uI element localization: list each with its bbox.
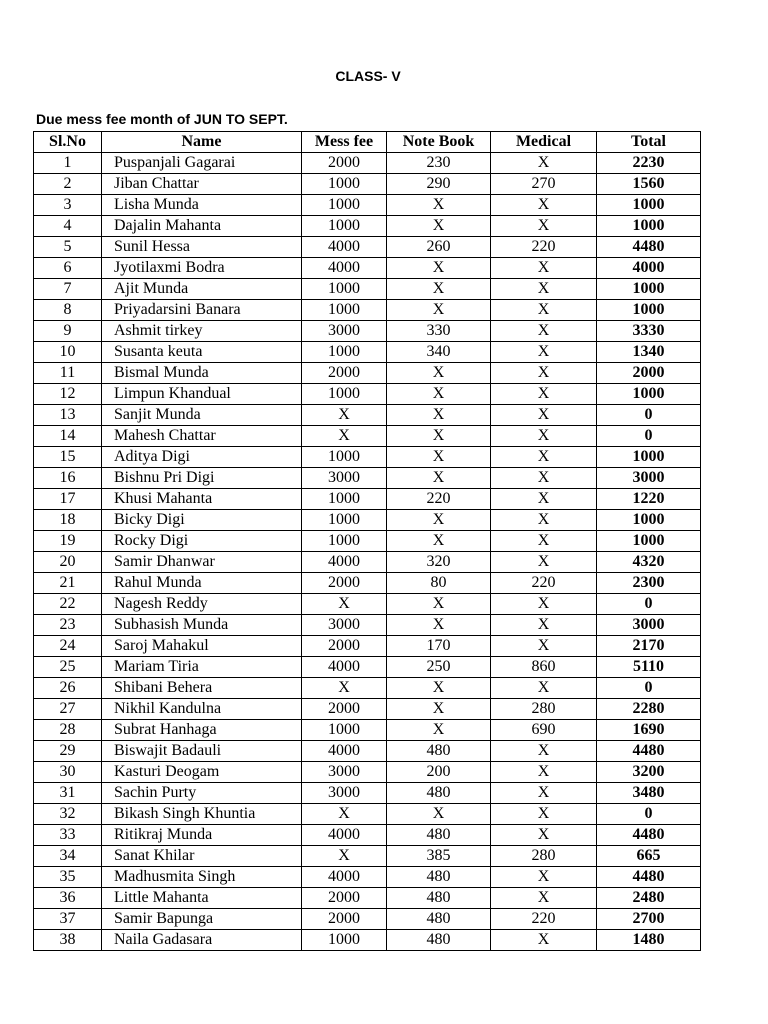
note-book-cell: X	[387, 258, 491, 279]
table-row	[34, 405, 701, 426]
name-cell: Puspanjali Gagarai	[102, 153, 302, 174]
note-book-cell: X	[387, 699, 491, 720]
sl-no-cell: 5	[34, 237, 102, 258]
medical-cell: X	[491, 258, 597, 279]
name-cell: Sanat Khilar	[102, 846, 302, 867]
mess-fee-cell: 1000	[302, 279, 387, 300]
total-cell: 1220	[597, 489, 701, 510]
mess-fee-cell: 4000	[302, 657, 387, 678]
name-cell: Sunil Hessa	[102, 237, 302, 258]
medical-cell: X	[491, 342, 597, 363]
medical-cell: 270	[491, 174, 597, 195]
medical-cell: X	[491, 279, 597, 300]
table-row	[34, 174, 701, 195]
mess-fee-cell: 4000	[302, 867, 387, 888]
table-row	[34, 888, 701, 909]
header-sl-no: Sl.No	[34, 132, 102, 153]
mess-fee-cell: 4000	[302, 237, 387, 258]
name-cell: Ritikraj Munda	[102, 825, 302, 846]
table-row	[34, 699, 701, 720]
total-cell: 2230	[597, 153, 701, 174]
sl-no-cell: 32	[34, 804, 102, 825]
note-book-cell: X	[387, 279, 491, 300]
sl-no-cell: 27	[34, 699, 102, 720]
note-book-cell: X	[387, 195, 491, 216]
total-cell: 4000	[597, 258, 701, 279]
name-cell: Rahul Munda	[102, 573, 302, 594]
header-medical: Medical	[491, 132, 597, 153]
mess-fee-cell: 1000	[302, 720, 387, 741]
header-total: Total	[597, 132, 701, 153]
name-cell: Jyotilaxmi Bodra	[102, 258, 302, 279]
mess-fee-cell: 4000	[302, 825, 387, 846]
table-row	[34, 342, 701, 363]
note-book-cell: X	[387, 426, 491, 447]
note-book-cell: 220	[387, 489, 491, 510]
name-cell: Nagesh Reddy	[102, 594, 302, 615]
total-cell: 4480	[597, 741, 701, 762]
name-cell: Susanta keuta	[102, 342, 302, 363]
mess-fee-cell: 2000	[302, 636, 387, 657]
total-cell: 3200	[597, 762, 701, 783]
name-cell: Ajit Munda	[102, 279, 302, 300]
mess-fee-cell: 1000	[302, 342, 387, 363]
note-book-cell: 480	[387, 741, 491, 762]
total-cell: 1690	[597, 720, 701, 741]
table-row	[34, 867, 701, 888]
mess-fee-cell: X	[302, 846, 387, 867]
medical-cell: 220	[491, 909, 597, 930]
table-row	[34, 384, 701, 405]
mess-fee-cell: X	[302, 804, 387, 825]
total-cell: 1000	[597, 216, 701, 237]
table-row	[34, 447, 701, 468]
table-row	[34, 300, 701, 321]
name-cell: Kasturi Deogam	[102, 762, 302, 783]
medical-cell: X	[491, 363, 597, 384]
medical-cell: X	[491, 741, 597, 762]
note-book-cell: X	[387, 468, 491, 489]
sl-no-cell: 20	[34, 552, 102, 573]
name-cell: Khusi Mahanta	[102, 489, 302, 510]
mess-fee-cell: 3000	[302, 468, 387, 489]
total-cell: 5110	[597, 657, 701, 678]
sl-no-cell: 3	[34, 195, 102, 216]
medical-cell: X	[491, 384, 597, 405]
mess-fee-cell: X	[302, 405, 387, 426]
name-cell: Shibani Behera	[102, 678, 302, 699]
total-cell: 4480	[597, 867, 701, 888]
name-cell: Lisha Munda	[102, 195, 302, 216]
medical-cell: X	[491, 636, 597, 657]
note-book-cell: 230	[387, 153, 491, 174]
name-cell: Samir Dhanwar	[102, 552, 302, 573]
mess-fee-cell: 2000	[302, 573, 387, 594]
total-cell: 1000	[597, 531, 701, 552]
note-book-cell: 80	[387, 573, 491, 594]
table-row	[34, 531, 701, 552]
mess-fee-cell: X	[302, 678, 387, 699]
mess-fee-cell: 2000	[302, 909, 387, 930]
mess-fee-cell: 4000	[302, 741, 387, 762]
note-book-cell: X	[387, 678, 491, 699]
sl-no-cell: 7	[34, 279, 102, 300]
sl-no-cell: 22	[34, 594, 102, 615]
note-book-cell: X	[387, 531, 491, 552]
sl-no-cell: 12	[34, 384, 102, 405]
name-cell: Jiban Chattar	[102, 174, 302, 195]
mess-fee-cell: X	[302, 594, 387, 615]
mess-fee-cell: 1000	[302, 531, 387, 552]
sl-no-cell: 6	[34, 258, 102, 279]
total-cell: 3330	[597, 321, 701, 342]
table-row	[34, 489, 701, 510]
note-book-cell: 480	[387, 825, 491, 846]
sl-no-cell: 36	[34, 888, 102, 909]
table-row	[34, 615, 701, 636]
note-book-cell: 170	[387, 636, 491, 657]
total-cell: 3480	[597, 783, 701, 804]
mess-fee-cell: 4000	[302, 258, 387, 279]
mess-fee-cell: 2000	[302, 363, 387, 384]
note-book-cell: X	[387, 384, 491, 405]
mess-fee-cell: 3000	[302, 762, 387, 783]
medical-cell: X	[491, 594, 597, 615]
sl-no-cell: 26	[34, 678, 102, 699]
medical-cell: X	[491, 447, 597, 468]
medical-cell: X	[491, 552, 597, 573]
note-book-cell: 480	[387, 867, 491, 888]
note-book-cell: 320	[387, 552, 491, 573]
table-row	[34, 153, 701, 174]
name-cell: Rocky Digi	[102, 531, 302, 552]
note-book-cell: 250	[387, 657, 491, 678]
note-book-cell: X	[387, 594, 491, 615]
table-row	[34, 720, 701, 741]
medical-cell: X	[491, 531, 597, 552]
medical-cell: X	[491, 804, 597, 825]
medical-cell: 690	[491, 720, 597, 741]
medical-cell: 860	[491, 657, 597, 678]
medical-cell: X	[491, 216, 597, 237]
mess-fee-cell: 1000	[302, 384, 387, 405]
name-cell: Sachin Purty	[102, 783, 302, 804]
medical-cell: X	[491, 825, 597, 846]
total-cell: 1480	[597, 930, 701, 951]
table-row	[34, 573, 701, 594]
sl-no-cell: 23	[34, 615, 102, 636]
medical-cell: X	[491, 678, 597, 699]
sl-no-cell: 1	[34, 153, 102, 174]
total-cell: 2000	[597, 363, 701, 384]
sl-no-cell: 9	[34, 321, 102, 342]
sl-no-cell: 16	[34, 468, 102, 489]
total-cell: 3000	[597, 468, 701, 489]
table-row	[34, 216, 701, 237]
total-cell: 2170	[597, 636, 701, 657]
sl-no-cell: 21	[34, 573, 102, 594]
name-cell: Subhasish Munda	[102, 615, 302, 636]
table-row	[34, 909, 701, 930]
total-cell: 2480	[597, 888, 701, 909]
medical-cell: X	[491, 867, 597, 888]
sl-no-cell: 24	[34, 636, 102, 657]
sl-no-cell: 28	[34, 720, 102, 741]
name-cell: Little Mahanta	[102, 888, 302, 909]
total-cell: 0	[597, 804, 701, 825]
name-cell: Aditya Digi	[102, 447, 302, 468]
table-row	[34, 321, 701, 342]
mess-fee-cell: 1000	[302, 216, 387, 237]
note-book-cell: 340	[387, 342, 491, 363]
table-row	[34, 279, 701, 300]
note-book-cell: 480	[387, 888, 491, 909]
medical-cell: X	[491, 783, 597, 804]
name-cell: Biswajit Badauli	[102, 741, 302, 762]
mess-fee-cell: 1000	[302, 930, 387, 951]
table-row	[34, 594, 701, 615]
medical-cell: 280	[491, 699, 597, 720]
medical-cell: 220	[491, 573, 597, 594]
table-body	[34, 153, 701, 951]
mess-fee-cell: 3000	[302, 783, 387, 804]
name-cell: Mahesh Chattar	[102, 426, 302, 447]
total-cell: 2700	[597, 909, 701, 930]
table-row	[34, 636, 701, 657]
sl-no-cell: 25	[34, 657, 102, 678]
medical-cell: X	[491, 762, 597, 783]
table-row	[34, 762, 701, 783]
medical-cell: X	[491, 300, 597, 321]
table-row	[34, 195, 701, 216]
medical-cell: X	[491, 405, 597, 426]
sl-no-cell: 17	[34, 489, 102, 510]
header-name: Name	[102, 132, 302, 153]
header-note-book: Note Book	[387, 132, 491, 153]
note-book-cell: 330	[387, 321, 491, 342]
total-cell: 0	[597, 426, 701, 447]
sl-no-cell: 34	[34, 846, 102, 867]
medical-cell: X	[491, 510, 597, 531]
sl-no-cell: 38	[34, 930, 102, 951]
name-cell: Limpun Khandual	[102, 384, 302, 405]
table-header-row	[34, 132, 701, 153]
name-cell: Bishnu Pri Digi	[102, 468, 302, 489]
mess-fee-cell: 1000	[302, 300, 387, 321]
name-cell: Nikhil Kandulna	[102, 699, 302, 720]
total-cell: 0	[597, 405, 701, 426]
note-book-cell: X	[387, 300, 491, 321]
name-cell: Sanjit Munda	[102, 405, 302, 426]
sl-no-cell: 18	[34, 510, 102, 531]
sl-no-cell: 33	[34, 825, 102, 846]
name-cell: Madhusmita Singh	[102, 867, 302, 888]
total-cell: 1000	[597, 279, 701, 300]
medical-cell: X	[491, 153, 597, 174]
total-cell: 3000	[597, 615, 701, 636]
name-cell: Bikash Singh Khuntia	[102, 804, 302, 825]
total-cell: 1340	[597, 342, 701, 363]
note-book-cell: 480	[387, 930, 491, 951]
total-cell: 2300	[597, 573, 701, 594]
note-book-cell: X	[387, 447, 491, 468]
sl-no-cell: 2	[34, 174, 102, 195]
table-row	[34, 741, 701, 762]
table-row	[34, 426, 701, 447]
name-cell: Priyadarsini Banara	[102, 300, 302, 321]
sl-no-cell: 15	[34, 447, 102, 468]
table-row	[34, 237, 701, 258]
sl-no-cell: 14	[34, 426, 102, 447]
table-row	[34, 552, 701, 573]
medical-cell: X	[491, 489, 597, 510]
note-book-cell: 480	[387, 909, 491, 930]
page-subtitle: Due mess fee month of JUN TO SEPT.	[36, 111, 288, 127]
note-book-cell: 260	[387, 237, 491, 258]
sl-no-cell: 13	[34, 405, 102, 426]
total-cell: 1000	[597, 300, 701, 321]
note-book-cell: X	[387, 615, 491, 636]
sl-no-cell: 11	[34, 363, 102, 384]
note-book-cell: X	[387, 804, 491, 825]
sl-no-cell: 8	[34, 300, 102, 321]
note-book-cell: 480	[387, 783, 491, 804]
mess-fee-cell: 2000	[302, 888, 387, 909]
name-cell: Dajalin Mahanta	[102, 216, 302, 237]
sl-no-cell: 35	[34, 867, 102, 888]
sl-no-cell: 37	[34, 909, 102, 930]
mess-fee-cell: 1000	[302, 510, 387, 531]
table-row	[34, 468, 701, 489]
note-book-cell: 290	[387, 174, 491, 195]
table-row	[34, 657, 701, 678]
total-cell: 4320	[597, 552, 701, 573]
mess-fee-cell: 1000	[302, 447, 387, 468]
note-book-cell: 200	[387, 762, 491, 783]
table-row	[34, 804, 701, 825]
mess-fee-cell: 1000	[302, 195, 387, 216]
table-row	[34, 783, 701, 804]
medical-cell: X	[491, 468, 597, 489]
mess-fee-cell: X	[302, 426, 387, 447]
sl-no-cell: 19	[34, 531, 102, 552]
table-row	[34, 825, 701, 846]
total-cell: 4480	[597, 825, 701, 846]
fee-table	[33, 131, 701, 951]
sl-no-cell: 29	[34, 741, 102, 762]
name-cell: Samir Bapunga	[102, 909, 302, 930]
name-cell: Bismal Munda	[102, 363, 302, 384]
name-cell: Bicky Digi	[102, 510, 302, 531]
mess-fee-cell: 3000	[302, 321, 387, 342]
total-cell: 665	[597, 846, 701, 867]
mess-fee-cell: 3000	[302, 615, 387, 636]
medical-cell: X	[491, 615, 597, 636]
table-row	[34, 846, 701, 867]
page-title: CLASS- V	[335, 68, 401, 84]
name-cell: Mariam Tiria	[102, 657, 302, 678]
sl-no-cell: 30	[34, 762, 102, 783]
table-row	[34, 678, 701, 699]
mess-fee-cell: 4000	[302, 552, 387, 573]
medical-cell: X	[491, 321, 597, 342]
name-cell: Saroj Mahakul	[102, 636, 302, 657]
medical-cell: X	[491, 195, 597, 216]
total-cell: 0	[597, 594, 701, 615]
note-book-cell: 385	[387, 846, 491, 867]
total-cell: 2280	[597, 699, 701, 720]
mess-fee-cell: 1000	[302, 489, 387, 510]
medical-cell: X	[491, 426, 597, 447]
total-cell: 1560	[597, 174, 701, 195]
name-cell: Naila Gadasara	[102, 930, 302, 951]
total-cell: 0	[597, 678, 701, 699]
total-cell: 1000	[597, 447, 701, 468]
table-row	[34, 363, 701, 384]
total-cell: 1000	[597, 510, 701, 531]
sl-no-cell: 31	[34, 783, 102, 804]
sl-no-cell: 4	[34, 216, 102, 237]
note-book-cell: X	[387, 363, 491, 384]
medical-cell: X	[491, 888, 597, 909]
table-row	[34, 258, 701, 279]
total-cell: 1000	[597, 384, 701, 405]
sl-no-cell: 10	[34, 342, 102, 363]
mess-fee-cell: 2000	[302, 699, 387, 720]
note-book-cell: X	[387, 720, 491, 741]
mess-fee-cell: 2000	[302, 153, 387, 174]
table-row	[34, 510, 701, 531]
header-mess-fee: Mess fee	[302, 132, 387, 153]
note-book-cell: X	[387, 405, 491, 426]
medical-cell: 220	[491, 237, 597, 258]
name-cell: Subrat Hanhaga	[102, 720, 302, 741]
medical-cell: 280	[491, 846, 597, 867]
table-row	[34, 930, 701, 951]
note-book-cell: X	[387, 216, 491, 237]
total-cell: 1000	[597, 195, 701, 216]
note-book-cell: X	[387, 510, 491, 531]
mess-fee-cell: 1000	[302, 174, 387, 195]
total-cell: 4480	[597, 237, 701, 258]
name-cell: Ashmit tirkey	[102, 321, 302, 342]
medical-cell: X	[491, 930, 597, 951]
